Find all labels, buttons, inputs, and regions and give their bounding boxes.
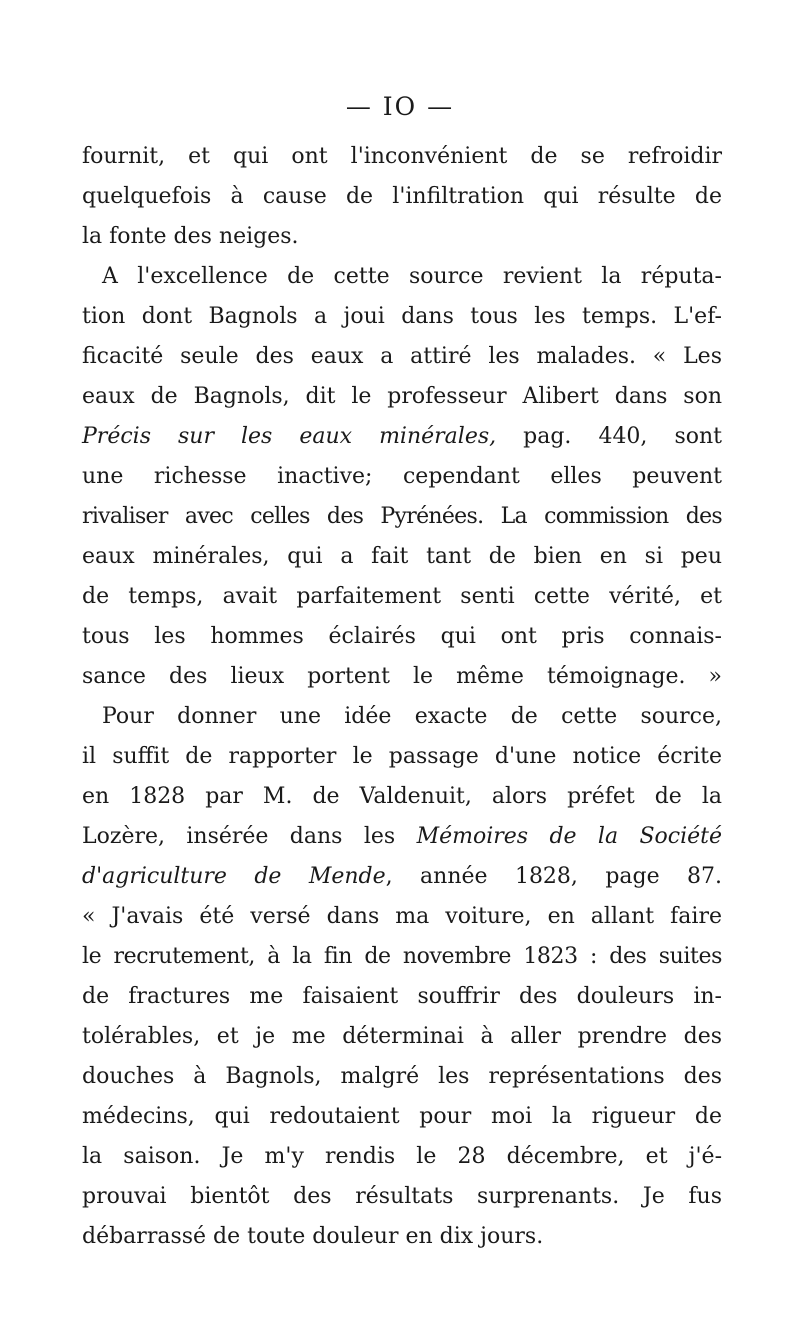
italic-title: Précis sur les eaux minérales, [82,424,497,449]
text-line: Lozère, insérée dans les Mémoires de la Société [82,824,722,849]
text-line: en 1828 par M. de Valdenuit, alors préfet de la [82,784,722,809]
text-line: sance des lieux portent le même témoignage. » [82,664,722,689]
text-line: ficacité seule des eaux a attiré les malades. « Les [82,344,722,369]
text-line: tous les hommes éclairés qui ont pris connais- [82,624,722,649]
text-line: la fonte des neiges. [82,224,299,249]
text-line: il suffit de rapporter le passage d'une notice écrite [82,744,722,769]
text-line: débarrassé de toute douleur en dix jours. [82,1224,544,1249]
text-line: douches à Bagnols, malgré les représentations des [82,1064,722,1089]
page-number: — IO — [345,92,455,121]
text-line: fournit, et qui ont l'inconvénient de se refroidir [82,144,722,169]
text-line: de fractures me faisaient souffrir des douleurs in- [82,984,722,1009]
text-line: la saison. Je m'y rendis le 28 décembre, et j'é- [82,1144,722,1169]
italic-title: Mémoires de la Société [416,824,722,849]
text-line: rivaliser avec celles des Pyrénées. La commission des [82,504,722,529]
text-line: tion dont Bagnols a joui dans tous les temps. L'ef- [82,304,722,329]
text-line: Pour donner une idée exacte de cette source, [102,704,722,729]
text-line: médecins, qui redoutaient pour moi la rigueur de [82,1104,722,1129]
text-line: une richesse inactive; cependant elles peuvent [82,464,722,489]
text-line: eaux minérales, qui a fait tant de bien en si peu [82,544,722,569]
text-line: prouvai bientôt des résultats surprenants. Je fus [82,1184,722,1209]
text-line: le recrutement, à la fin de novembre 1823 : des suites [82,944,722,969]
text-line: Précis sur les eaux minérales, pag. 440, sont [82,424,722,449]
italic-title: d'agriculture de Mende [82,864,386,889]
text-line: de temps, avait parfaitement senti cette vérité, et [82,584,722,609]
text-line: tolérables, et je me déterminai à aller prendre des [82,1024,722,1049]
body-text [82,137,722,1257]
text-line: quelquefois à cause de l'infiltration qui résulte de [82,184,722,209]
text-line: eaux de Bagnols, dit le professeur Alibert dans son [82,384,722,409]
text-line: « J'avais été versé dans ma voiture, en allant faire [82,904,722,929]
text-line: A l'excellence de cette source revient la réputa- [102,264,722,289]
text-line: d'agriculture de Mende, année 1828, page 87. [82,864,722,889]
